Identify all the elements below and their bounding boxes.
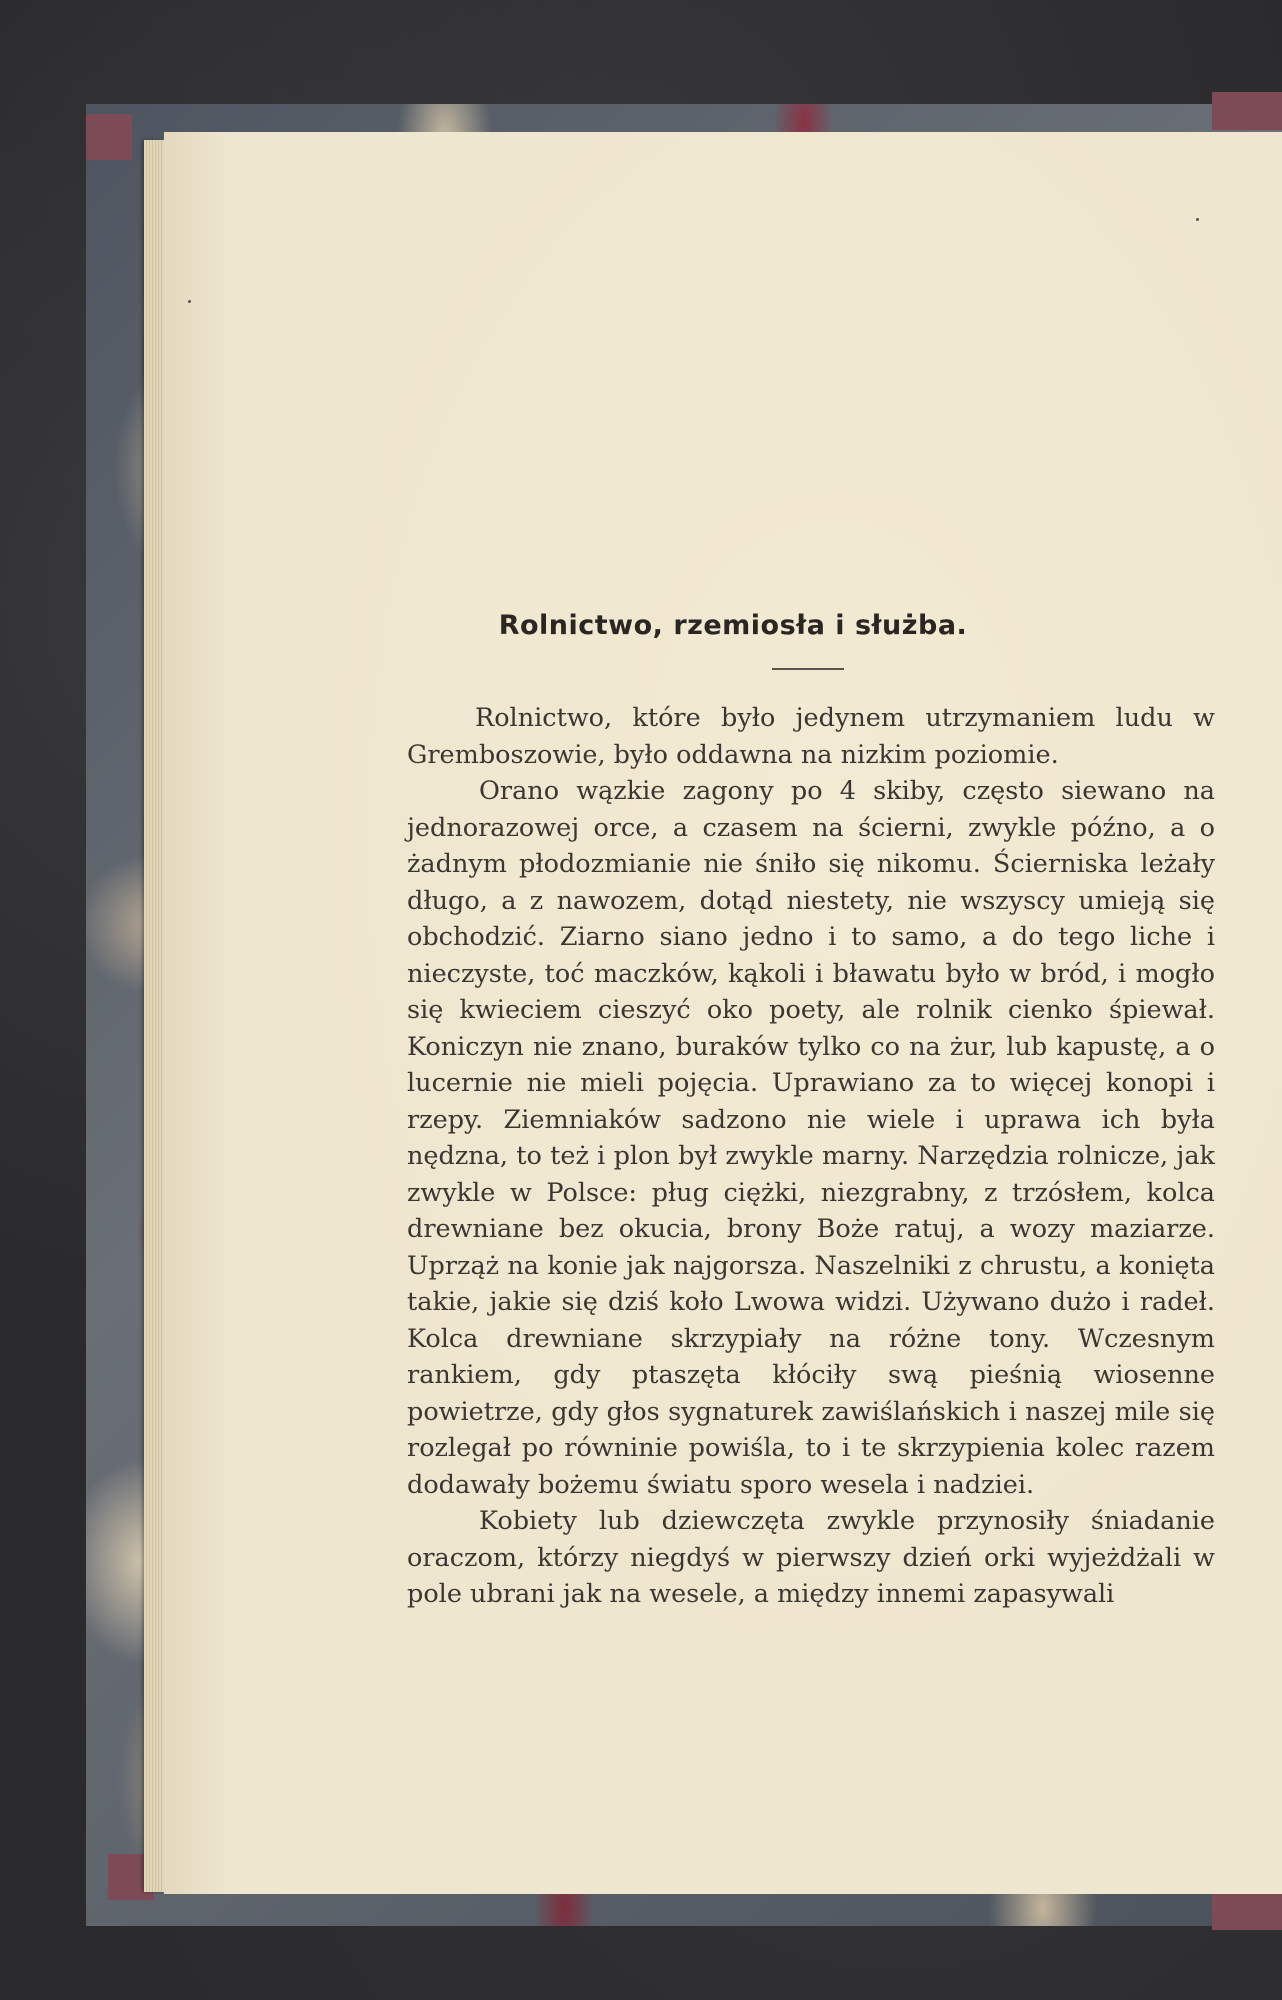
paragraph: Kobiety lub dziewczęta zwykle przynosiły śniadanie oraczom, którzy niegdyś w pierwszy dzień orki wyjeżdżali w pole ubrani jak na wesele, a między innemi zapasywali [407, 1506, 1215, 1609]
cover-corner [1212, 92, 1282, 130]
body-text [407, 700, 1215, 1613]
chapter-title: Rolnictwo, rzemiosła i służba. [498, 610, 968, 641]
paper-speck [1196, 218, 1199, 221]
paragraph: Orano wązkie zagony po 4 skiby, często siewano na jednorazowej orce, a czasem na ścierni, zwykle późno, a o żadnym płodozmianie nie śniło się nikomu. Ścierniska leżały długo, a z nawozem, dotąd niestety, nie wszyscy umieją się obchodzić. Ziarno siano jedno i to samo, a do tego liche i nieczyste, toć maczków, kąkoli i bławatu było w bród, i mogło się kwieciem cieszyć oko poety, ale rolnik cienko śpiewał. Koniczyn nie znano, buraków tylko co na żur, lub kapustę, a o lucernie nie mieli pojęcia. Uprawiano za to więcej konopi i rzepy. Ziemniaków sadzono nie wiele i uprawa ich była nędzna, to też i plon był zwykle marny. Narzędzia rolnicze, jak zwykle w Polsce: pług ciężki, niezgrabny, z trzósłem, kolca drewniane bez okucia, brony Boże ratuj, a wozy maziarze. Uprząż na konie jak najgorsza. Naszelniki z chrustu, a konięta takie, jakie się dziś koło Lwowa widzi. Używano dużo i radeł. Kolca drewniane skrzypiały na różne tony. Wczesnym rankiem, gdy ptaszęta kłóciły swą pieśnią wiosenne powietrze, gdy głos sygnaturek zawiślańskich i naszej mile się rozlegał po równinie powiśla, to i te skrzypienia kolec razem dodawały bożemu światu sporo wesela i nadziei. [407, 776, 1215, 1500]
paragraph: Rolnictwo, które było jedynem utrzymaniem ludu w Gremboszowie, było oddawna na nizkim poziomie. [407, 703, 1215, 770]
page-edges [144, 140, 164, 1892]
cover-corner [86, 114, 132, 160]
cover-corner [1212, 1890, 1282, 1930]
title-rule [772, 668, 844, 670]
paper-speck [188, 300, 191, 303]
